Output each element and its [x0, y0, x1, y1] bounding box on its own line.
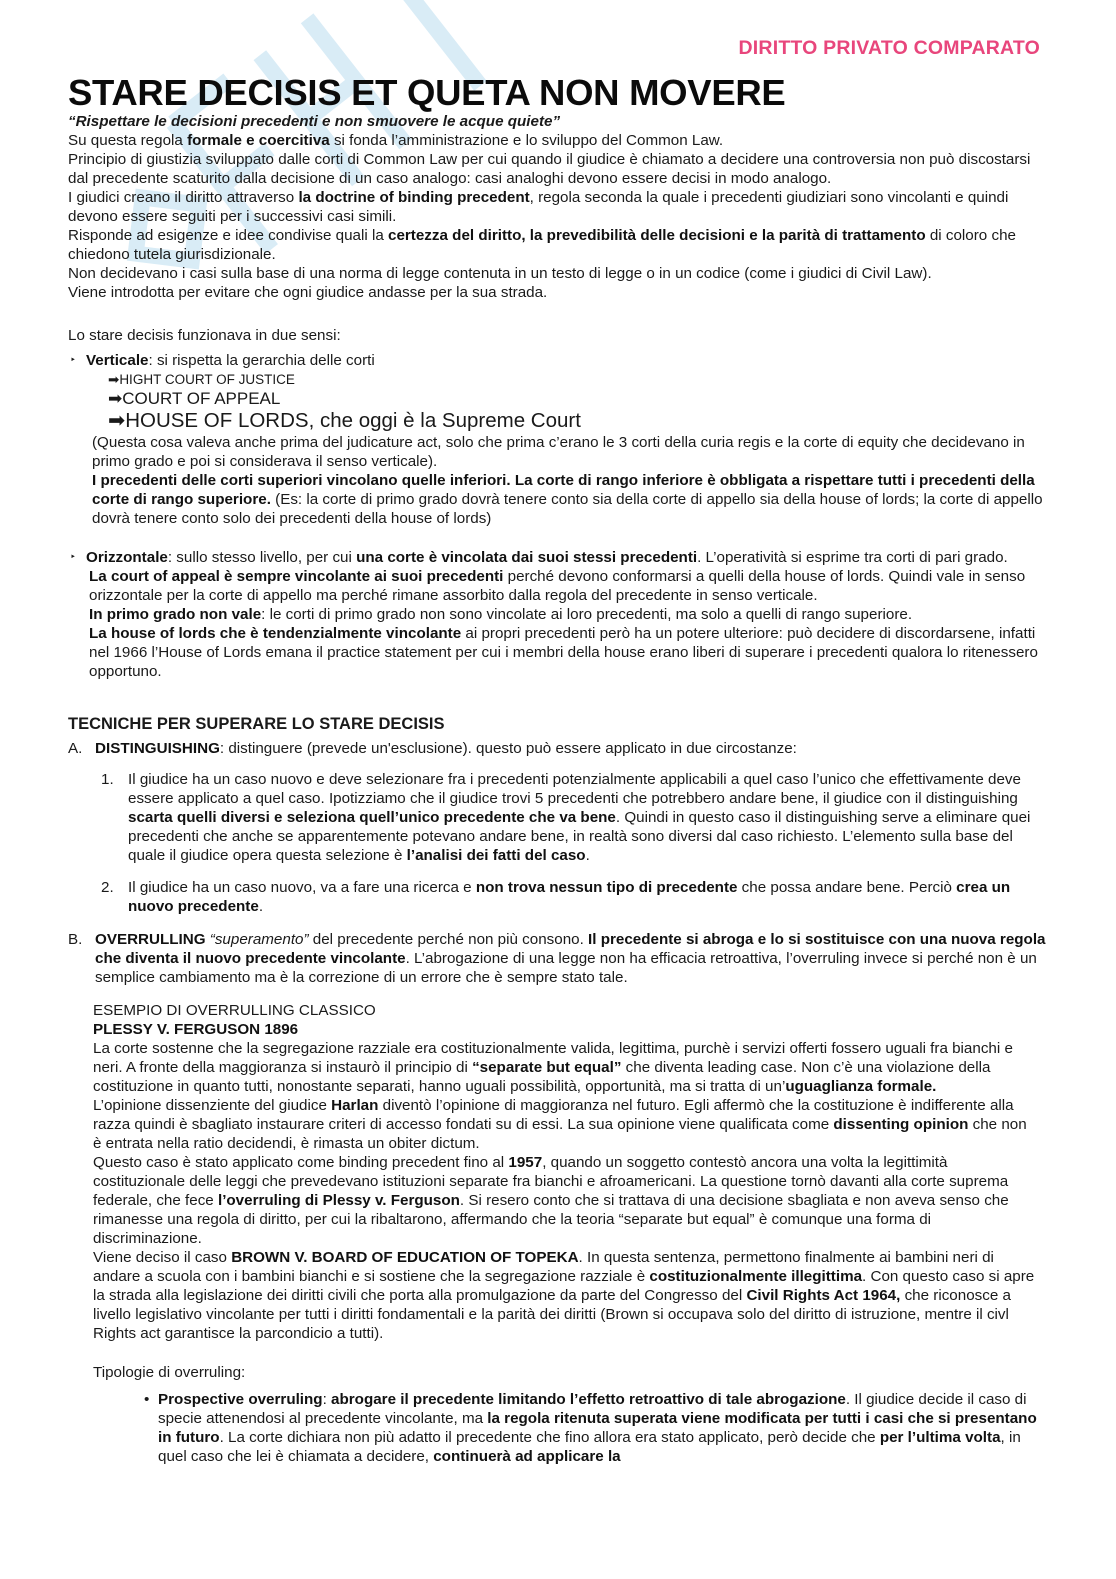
triangle-bullet-icon: ‣ — [70, 552, 76, 563]
intro-paragraph: Su questa regola formale e coercitiva si fonda l’amministrazione e lo sviluppo del Common Law. — [68, 132, 724, 149]
page-title: STARE DECISIS ET QUETA NON MOVERE — [68, 72, 786, 113]
distinguishing-case-2: 2. Il giudice ha un caso nuovo, va a fare una ricerca e non trova nessun tipo di precedente che possa andare bene. Perciò crea un nuovo precedente. — [101, 879, 1011, 915]
example-label: ESEMPIO DI OVERRULLING CLASSICO — [93, 1002, 376, 1019]
house-of-lords-rule: La house of lords che è tendenzialmente vincolante ai propri precedenti però ha un potere ulteriore: può decidere di discordarsene, infatti nel 1966 l’House of Lords emana il practice statement per cui i membri della house erano liberi di superare i precedenti qualora lo ritenessero opportuno. — [89, 625, 1038, 680]
technique-distinguishing: A. DISTINGUISHING: distinguere (prevede un'esclusione). questo può essere applicato in due circostanze: — [68, 740, 797, 757]
case-title: PLESSY V. FERGUSON 1896 — [93, 1021, 299, 1038]
senses-intro: Lo stare decisis funzionava in due sensi: — [68, 327, 341, 344]
primo-grado-rule: In primo grado non vale: le corti di primo grado non sono vincolate ai loro precedenti, ma solo a quelli di rango superiore. — [89, 606, 913, 623]
types-intro: Tipologie di overruling: — [93, 1364, 246, 1381]
bullet-dot-icon: • — [144, 1391, 150, 1408]
technique-overrulling: B. OVERRULLING “superamento” del precedente perché non più consono. Il precedente si abroga e lo si sostituisce con una nuova regola che diventa il nuovo precedente vincolante. L’abrogazione di una legge non ha efficacia retroattiva, l’overruling invece si perché non è un semplice cambiamento ma è la correzione di un errore che è sempre stato tale. — [68, 931, 1046, 986]
document-body — [68, 112, 1048, 1466]
list-item-orizzontale: ‣ Orizzontale: sullo stesso livello, per cui una corte è vincolata dai suoi stessi precedenti. L’operatività si esprime tra corti di pari grado. La court of appeal è sempre vincolante ai suoi precedenti perché devono conformarsi a quelli della house of lords. Quindi vale in senso orizzontale per la corte di appello ma perché rimane assorbito dalla regola del precedente in senso verticale. In primo grado non vale: le corti di primo grado non sono vincolate ai loro precedenti, ma solo a quelli di rango superiore. La house of lords che è tendenzialmente vincolante ai propri precedenti però ha un potere ulteriore: può decidere di discordarsene, infatti nel 1966 l’House of Lords emana il practice statement per cui i membri della house erano liberi di superare i precedenti qualora lo ritenessero opportuno. — [68, 548, 1048, 681]
intro-paragraph: Principio di giustizia sviluppato dalle corti di Common Law per cui quando il giudice è chiamato a decidere una controversia non può discostarsi dal precedente scaturito dalla decisione di un caso analogo: casi analoghi devono essere decisi in modo analogo. — [68, 151, 1031, 187]
list-item-verticale: ‣ Verticale: si rispetta la gerarchia delle corti ➡HIGHT COURT OF JUSTICE ➡COURT OF APPEAL ➡HOUSE OF LORDS, che oggi è la Supreme Court (Questa cosa valeva anche prima del judicature act, solo che prima c’erano le 3 corti della curia regis e la corte di equity che decidevano in primo grado e poi si considerava il senso verticale). I precedenti delle corti superiori vincolano quelle inferiori. La corte di rango inferiore è obbligata a rispettare tutti i precedenti della corte di rango superiore. (Es: la corte di primo grado dovrà tenere conto sia della corte di appello sia della house of lords; la corte di appello dovrà tenere conto solo dei precedenti della house of lords) — [68, 351, 1048, 528]
overrulling-example: ESEMPIO DI OVERRULLING CLASSICO PLESSY V. FERGUSON 1896 La corte sostenne che la segregazione razziale era costituzionalmente valida, legittima, purchè i servizi offerti fossero uguali fra bianchi e neri. A fronte della maggioranza si instaurò il principio di “separate but equal” che diventa leading case. Non c’è una violazione della costituzione in quanto tutti, nonostante separati, hanno uguali possibilità, opportunità, ma si tratta di un’uguaglianza formale. L’opinione dissenziente del giudice Harlan diventò l’opinione di maggioranza nel futuro. Egli affermò che la costituzione è indifferente alla razza quindi è sbagliato instaurare criteri di accesso fondati su di essi. La sua opinione viene qualificata come dissenting opinion che non è entrata nella ratio decidendi, è rimasta un obiter dictum. Questo caso è stato applicato come binding precedent fino al 1957, quando un soggetto contestò ancora una volta la legittimità costituzionale delle leggi che prevedevano istituzioni separate fra bianchi e afroamericani. La questione tornò davanti alla corte suprema federale, che fece l’overruling di Plessy v. Ferguson. Si resero conto che si trattava di una decisione sbagliata e non aveva senso che rimanesse una regola di diritto, per cui la ribaltarono, affermando che la teoria “separate but equal” è comunque una forma di discriminazione. Viene deciso il caso BROWN V. BOARD OF EDUCATION OF TOPEKA. In questa sentenza, permettono finalmente ai bambini neri di andare a scuola con i bambini bianchi e si sostiene che la segregazione razziale è costituzionalmente illegittima. Con questo caso si apre la strada alla legislazione dei diritti civili che porta alla promulgazione da parte del Congresso del Civil Rights Act 1964, che riconosce a livello legislativo vincolante per tutti i diritti fondamentali e la parità dei diritti (Brown si occupava solo del diritto di istruzione, mentre il civl Rights act garantisce la parcondicio a tutti). — [68, 1001, 1048, 1343]
right-arrow-icon: ➡ — [108, 409, 126, 432]
distinguishing-case-1: 1. Il giudice ha un caso nuovo e deve selezionare fra i precedenti potenzialmente applicabili a quel caso l’unico che effettivamente deve essere applicato a quel caso. Ipotizziamo che il giudice trovi 5 precedenti che potrebbero andare bene, il giudice con il distinguishing scarta quelli diversi e seleziona quell’unico precedente che va bene. Quindi in questo caso il distinguishing serve a eliminare quei precedenti che anche se apparentemente potevano andare bene, in realtà sono diversi dal caso richiesto. L’elemento sulla base del quale il giudice opera questa selezione è l’analisi dei fatti del caso. — [101, 771, 1031, 864]
intro-paragraph: Non decidevano i casi sulla base di una norma di legge contenuta in un testo di legge o in un codice (come i giudici di Civil Law). — [68, 265, 932, 282]
course-header: DIRITTO PRIVATO COMPARATO — [738, 37, 1040, 59]
intro-quote: “Rispettare le decisioni precedenti e non smuovere le acque quiete” — [68, 113, 561, 130]
right-arrow-icon: ➡ — [108, 372, 120, 387]
right-arrow-icon: ➡ — [108, 389, 123, 408]
verticale-rule: I precedenti delle corti superiori vincolano quelle inferiori. La corte di rango inferiore è obbligata a rispettare tutti i precedenti della corte di rango superiore. (Es: la corte di primo grado dovrà tenere conto sia della corte di appello sia della house of lords; la corte di appello dovrà tenere conto solo dei precedenti della house of lords) — [92, 472, 1043, 527]
type-prospective-overruling: • Prospective overruling: abrogare il precedente limitando l’effetto retroattivo di tale abrogazione. Il giudice decide il caso di specie attenendosi al precedente vincolante, ma la regola ritenuta superata viene modificata per tutti i casi che si presentano in futuro. La corte dichiara non più adatto il precedente che fino allora era stato applicato, però decide che per l’ultima volta, in quel caso che lei è chiamata a decidere, continuerà ad applicare la — [144, 1391, 1037, 1465]
court-level-3: ➡HOUSE OF LORDS, che oggi è la Supreme Court — [108, 409, 581, 432]
court-level-2: ➡COURT OF APPEAL — [108, 389, 281, 408]
court-level-1: ➡HIGHT COURT OF JUSTICE — [108, 372, 295, 387]
intro-paragraph: Risponde ad esigenze e idee condivise quali la certezza del diritto, la prevedibilità delle decisioni e la parità di trattamento di coloro che chiedono tutela giurisdizionale. — [68, 227, 1016, 263]
section-heading: TECNICHE PER SUPERARE LO STARE DECISIS — [68, 715, 445, 733]
intro-paragraph: Viene introdotta per evitare che ogni giudice andasse per la sua strada. — [68, 284, 548, 301]
verticale-note: (Questa cosa valeva anche prima del judicature act, solo che prima c’erano le 3 corti della curia regis e la corte di equity che decidevano in primo grado e poi si considerava il senso verticale). — [92, 434, 1025, 470]
intro-paragraph: I giudici creano il diritto attraverso la doctrine of binding precedent, regola seconda la quale i precedenti giudiziari sono vincolanti e quindi devono essere seguiti per i successivi casi simili. — [68, 189, 1009, 225]
court-of-appeal-rule: La court of appeal è sempre vincolante ai suoi precedenti perché devono conformarsi a quelli della house of lords. Quindi vale in senso orizzontale per la corte di appello ma perché rimane assorbito dalla regola del precedente in senso verticale. — [89, 568, 1026, 604]
triangle-bullet-icon: ‣ — [70, 355, 76, 366]
